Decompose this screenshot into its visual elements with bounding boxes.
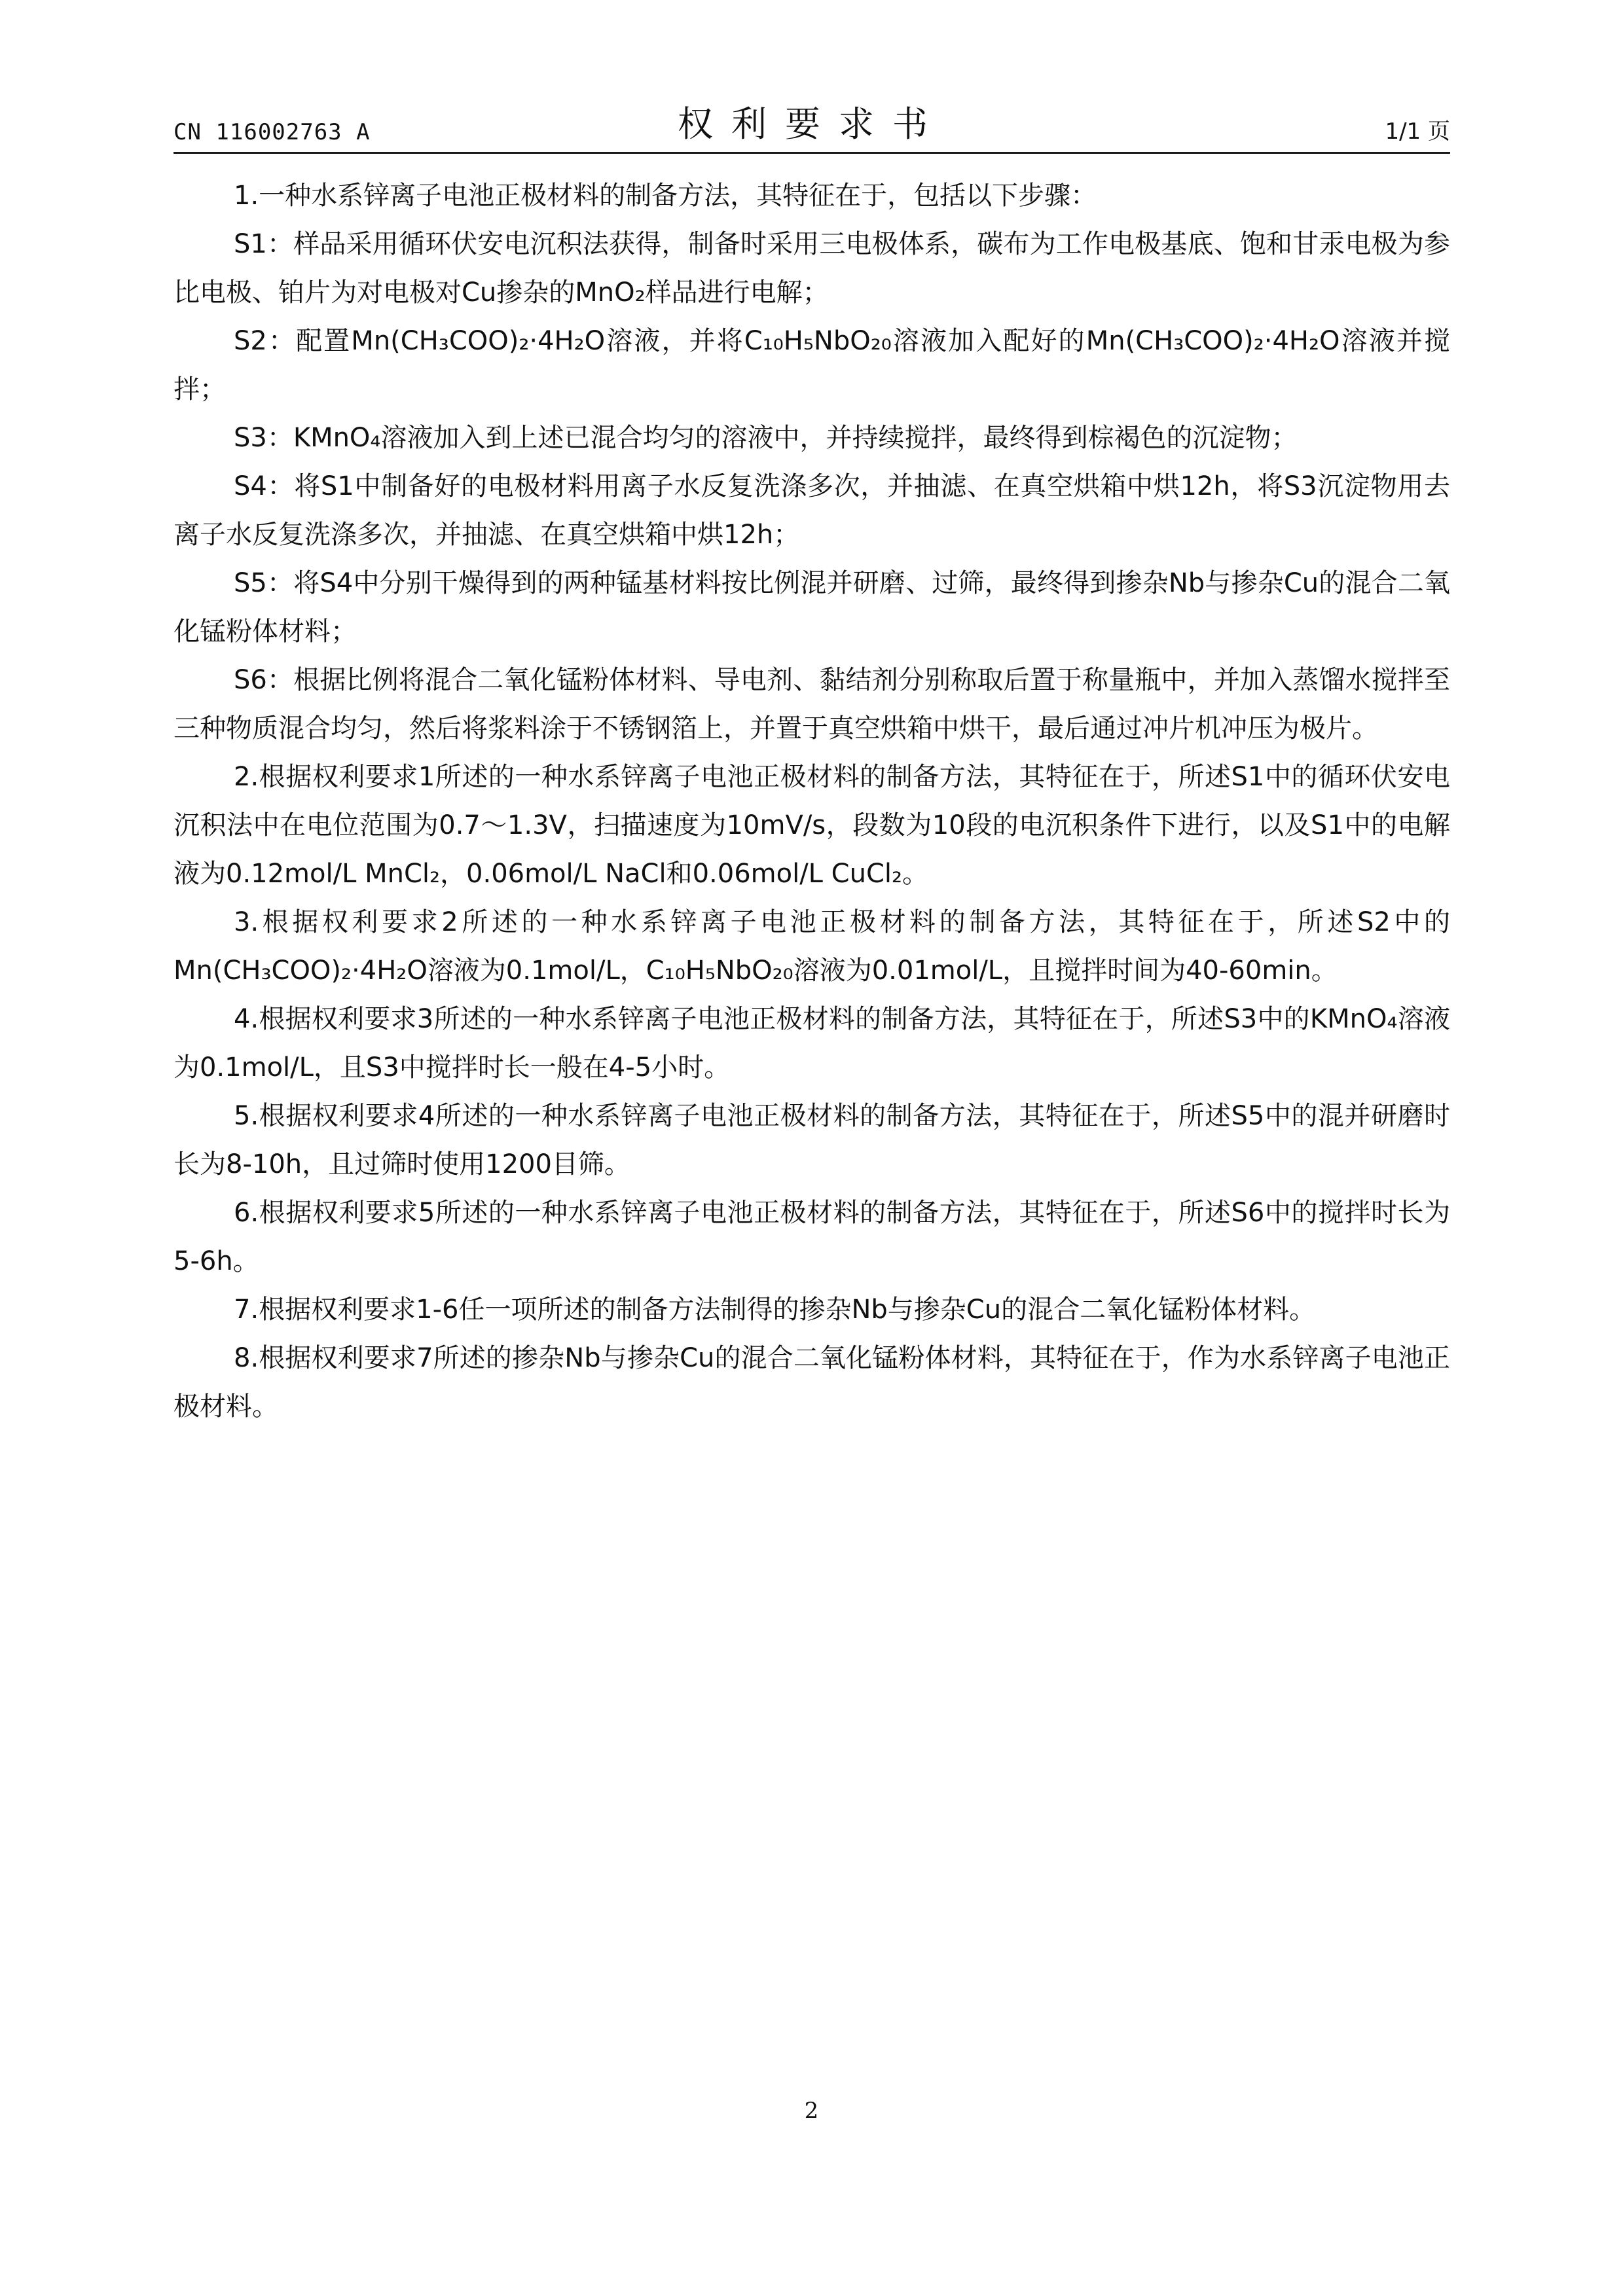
- page-number: 2: [804, 2098, 819, 2124]
- claim-7: 7.根据权利要求1-6任一项所述的制备方法制得的掺杂Nb与掺杂Cu的混合二氧化锰粉体材料。: [234, 1295, 1316, 1325]
- step-s2: S2：配置Mn(CH₃COO)₂·4H₂O溶液，并将C₁₀H₅NbO₂₀溶液加入配好的Mn(CH₃COO)₂·4H₂O溶液并搅拌；: [173, 326, 1450, 404]
- document-title: 权利要求书: [678, 103, 946, 145]
- page-header: [173, 98, 1450, 154]
- claim-6: 6.根据权利要求5所述的一种水系锌离子电池正极材料的制备方法，其特征在于，所述S6中的搅拌时长为5-6h。: [173, 1198, 1450, 1276]
- page-count: 1/1 页: [1385, 118, 1450, 145]
- claim-2: 2.根据权利要求1所述的一种水系锌离子电池正极材料的制备方法，其特征在于，所述S1中的循环伏安电沉积法中在电位范围为0.7～1.3V，扫描速度为10mV/s，段数为10段的电沉积条件下进行，以及S1中的电解液为0.12mol/L MnCl₂，0.06mol/L NaCl和0.06mol/L CuCl₂。: [173, 762, 1450, 889]
- step-s3: S3：KMnO₄溶液加入到上述已混合均匀的溶液中，并持续搅拌，最终得到棕褐色的沉淀物；: [234, 423, 1298, 453]
- claim-8: 8.根据权利要求7所述的掺杂Nb与掺杂Cu的混合二氧化锰粉体材料，其特征在于，作为水系锌离子电池正极材料。: [173, 1343, 1450, 1422]
- claim-3: 3.根据权利要求2所述的一种水系锌离子电池正极材料的制备方法，其特征在于，所述S2中的Mn(CH₃COO)₂·4H₂O溶液为0.1mol/L，C₁₀H₅NbO₂₀溶液为0.01mol/L，且搅拌时间为40-60min。: [173, 907, 1450, 986]
- claims-body: [173, 171, 1450, 1431]
- step-s4: S4：将S1中制备好的电极材料用离子水反复洗涤多次，并抽滤、在真空烘箱中烘12h，将S3沉淀物用去离子水反复洗涤多次，并抽滤、在真空烘箱中烘12h；: [173, 471, 1450, 550]
- step-s6: S6：根据比例将混合二氧化锰粉体材料、导电剂、黏结剂分别称取后置于称量瓶中，并加入蒸馏水搅拌至三种物质混合均匀，然后将浆料涂于不锈钢箔上，并置于真空烘箱中烘干，最后通过冲片机冲压为极片。: [173, 665, 1450, 744]
- claim-4: 4.根据权利要求3所述的一种水系锌离子电池正极材料的制备方法，其特征在于，所述S3中的KMnO₄溶液为0.1mol/L，且S3中搅拌时长一般在4-5小时。: [173, 1004, 1450, 1083]
- claim-5: 5.根据权利要求4所述的一种水系锌离子电池正极材料的制备方法，其特征在于，所述S5中的混并研磨时长为8-10h，且过筛时使用1200目筛。: [173, 1101, 1450, 1179]
- claim-1-intro: 1.一种水系锌离子电池正极材料的制备方法，其特征在于，包括以下步骤：: [234, 181, 1097, 211]
- step-s1: S1：样品采用循环伏安电沉积法获得，制备时采用三电极体系，碳布为工作电极基底、饱和甘汞电极为参比电极、铂片为对电极对Cu掺杂的MnO₂样品进行电解；: [173, 229, 1450, 308]
- publication-number: CN 116002763 A: [173, 119, 371, 145]
- step-s5: S5：将S4中分别干燥得到的两种锰基材料按比例混并研磨、过筛，最终得到掺杂Nb与掺杂Cu的混合二氧化锰粉体材料；: [173, 568, 1450, 647]
